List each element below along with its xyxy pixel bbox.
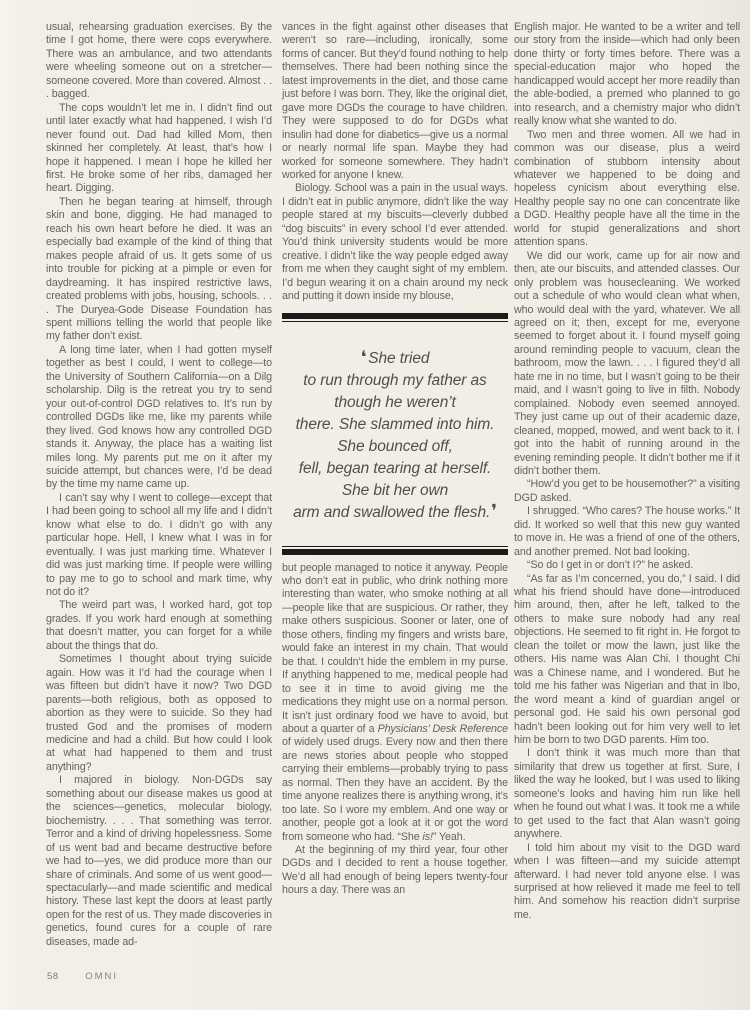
page-number: 58 [47,971,59,982]
paragraph: I can’t say why I went to college—except that I had been going to school all my life and I didn’t know what else to do. I didn’t go with any particular hope. Hell, I knew what I was in for eventually. I was just marking time. Whatever I did was just marking time. If people were willing to pay me to go to school and mark time, why not do it? [46,491,272,599]
pull-quote-line: ❛ She tried [360,346,430,367]
paragraph: Biology. School was a pain in the usual ways. I didn’t eat in public anymore, didn’t like the way people stared at my biscuits—cleverly dubbed “dog biscuits” in every school I’d ever attended. You’d think university students would be more creative. I didn’t like the way people edged away from me when they caught sight of my emblem. I’d begun wearing it on a chain around my neck and putting it down inside my blouse, [282,182,508,303]
pull-quote-line: She bit her own [341,481,449,499]
italic-text: Physicians’ Desk Reference [377,722,508,735]
paragraph: I don’t think it was much more than that similarity that drew us together at first. Sure, I liked the way he looked, but I was used to liking someone’s looks and having him run like hell when he found out what I was. It took me a while to get used to the fact that Alan wasn’t going anywhere. [514,747,740,841]
paragraph: I majored in biology. Non-DGDs say something about our disease makes us good at the sciences—genetics, molecular biology, biochemistry. . . . That something was terror. Terror and a kind of driving hopelessness. Some of us went bad and became destructive before we had to—yes, we did produce more than our share of criminals. And some of us went good—spectacularly—and made scientific and medical history. These last kept the doors at least partly open for the rest of us. They made discoveries in genetics, found cures for a couple of rare diseases, made ad- [46,774,272,948]
close-quote-icon: ❜ [491,500,497,521]
pull-quote-line: She bounced off, [337,437,453,455]
pull-quote-line: to run through my father as [303,371,487,389]
paragraph: usual, rehearsing graduation exercises. By the time I got home, there were cops everywhere. There was an ambulance, and two attendants were wheeling someone out on a stretcher—someone covered. More than covered. Almost . . . bagged. [46,21,272,101]
paragraph: Two men and three women. All we had in common was our disease, plus a weird combination of stubborn intensity about whatever we happened to be doing and hopeless cynicism about everything else. Healthy people say no one can concentrate like a DGD. Healthy people have all the time in the world for stupid generalizations and short attention spans. [514,128,740,249]
column-middle-bottom-text [282,562,508,898]
pull-quote-top-rules [282,313,508,322]
paragraph: We did our work, came up for air now and then, ate our biscuits, and attended classes. Our only problem was housecleaning. We worked out a schedule of who would clean what when, who would deal with the yard, whatever. We all agreed on it; then, except for me, everyone seemed to forget about it. I found myself going around reminding people to vacuum, clean the bathroom, mow the lawn. . . . I figured they’d all hate me in no time, but I wasn’t going to be their maid, and I wasn’t going to live in filth. Nobody complained. Nobody even seemed annoyed. They just came up out of their academic daze, cleaned, mopped, mowed, and went back to it. I got into the habit of running around in the evening reminding people. It didn’t bother me if it didn’t bother them. [514,249,740,477]
thick-rule [282,549,508,555]
thick-rule [282,313,508,319]
paragraph: At the beginning of my third year, four other DGDs and I decided to rent a house together. We’d all had enough of being lepers twenty-four hours a day. There was an [282,844,508,897]
column-right [514,21,740,922]
italic-text: is! [422,830,433,843]
paragraph: vances in the fight against other diseases that weren’t so rare—including, ironically, some forms of cancer. But they’d found nothing to help themselves. There had been nothing since the latest improvements in the diet, and those came just before I was born. They, like the original diet, gave more DGDs the courage to have children. They were supposed to do for DGDs what insulin had done for diabetics—give us a normal or nearly normal life span. Maybe they had worked for someone somewhere. They hadn’t worked for anyone I knew. [282,21,508,181]
column-middle-top-text [282,21,508,304]
open-quote-icon: ❛ [360,346,367,367]
paragraph: The weird part was, I worked hard, got top grades. If you work hard enough at something that doesn’t matter, you can forget for a while about the things that do. [46,599,272,652]
paragraph: The cops wouldn’t let me in. I didn’t find out until later exactly what had happened. I wish I’d never found out. Dad had killed Mom, then skinned her completely. At least, that’s how I hope it happened. I mean I hope he killed her first. He broke some of her ribs, damaged her heart. Digging. [46,101,272,195]
paragraph: “So do I get in or don’t I?” he asked. [527,559,694,572]
pull-quote-box [282,313,508,555]
page-footer [47,971,118,982]
paragraph: “As far as I’m concerned, you do,” I said. I did what his friend should have done—introduced him around, then, after he left, talked to the others to make sure nobody had any real objections. He seemed to fit right in. He forgot to clean the toilet or mow the lawn, just like the others. His name was Alan Chi. I thought Chi was a Chinese name, and I wondered. But he told me his father was Nigerian and that in Ibo, the word meant a kind of guardian angel or personal god. He said his own personal god hadn’t been looking out for him very well to let him be born to two DGD parents. Him too. [514,572,740,747]
paragraph: I told him about my visit to the DGD ward when I was fifteen—and my suicide attempt afterward. I had never told anyone else. I was surprised at how relieved it made me feel to tell him. And somehow his reaction didn’t surprise me. [514,841,740,921]
paragraph: but people managed to notice it anyway. People who don’t eat in public, who drink nothing more interesting than water, who smoke nothing at all—people like that are suspicious. Or rather, they make others suspicious. Sooner or later, one of those others, finding my fingers and wrists bare, would fake an interest in my chain. That would be that. I couldn’t hide the emblem in my purse. If anything happened to me, medical people had to see it in time to avoid giving me the medications they might use on a normal person. It isn’t just ordinary food we have to avoid, but about a quarter of a Physicians’ Desk Reference of widely used drugs. Every now and then there are news stories about people who stopped carrying their emblems—probably trying to pass as normal. Then they have an accident. By the time anyone realizes there is anything wrong, it’s too late. So I wore my emblem. And one way or another, people got a look at it or got the word from someone who had. “She is!” Yeah. [282,561,508,843]
paragraph: “How’d you get to be housemother?” a visiting DGD asked. [514,478,740,504]
column-middle [282,21,508,898]
paragraph: I shrugged. “Who cares? The house works.” It did. It worked so well that this new guy wanted to move in. He was a friend of one of the others, and another premed. Not bad looking. [514,505,740,558]
pull-quote-line: though he weren’t [334,393,456,411]
pull-quote-text [282,322,508,546]
pull-quote-bottom-rules [282,546,508,555]
thin-rule [282,546,508,547]
paragraph: Sometimes I thought about trying suicide again. How was it I’d had the courage when I was fifteen but didn’t have it now? Two DGD parents—both religious, both as opposed to abortion as they were to suicide. So they had trusted God and the promises of modern medicine and had a child. But how could I look at what had happened to them and trust anything? [46,653,272,773]
magazine-name: OMNI [85,971,119,982]
pull-quote-line: there. She slammed into him. [295,415,495,433]
paragraph: A long time later, when I had gotten myself together as best I could, I went to college—to the University of Southern California—on a Dilg scholarship. Dilg is the retreat you try to send your out-of-control DGD relatives to. It’s run by controlled DGDs like me, like my parents while they lived. God knows how any controlled DGD stands it. Anyway, the place has a waiting list miles long. My parents put me on it after my suicide attempt, but chances were, I’d be dead by the time my name came up. [46,343,272,491]
pull-quote-line: arm and swallowed the flesh.❜ [293,500,497,521]
pull-quote-line: fell, began tearing at herself. [298,459,492,477]
paragraph: Then he began tearing at himself, through skin and bone, digging. He had managed to reach his own heart before he died. It was an especially bad example of the kind of thing that makes people afraid of us. It gets some of us into trouble for picking at a pimple or even for daydreaming. It has inspired restrictive laws, created problems with jobs, housing, schools. . . . The Duryea-Gode Disease Foundation has spent millions telling the world that people like my father don’t exist. [46,195,272,343]
column-left [46,21,272,949]
paragraph: English major. He wanted to be a writer and tell our story from the inside—which had only been done thirty or forty times before. There was a special-education major who hoped the handicapped would accept her more readily than the able-bodied, a premed who planned to go into research, and a chemistry major who didn’t really know what she wanted to do. [514,21,740,128]
